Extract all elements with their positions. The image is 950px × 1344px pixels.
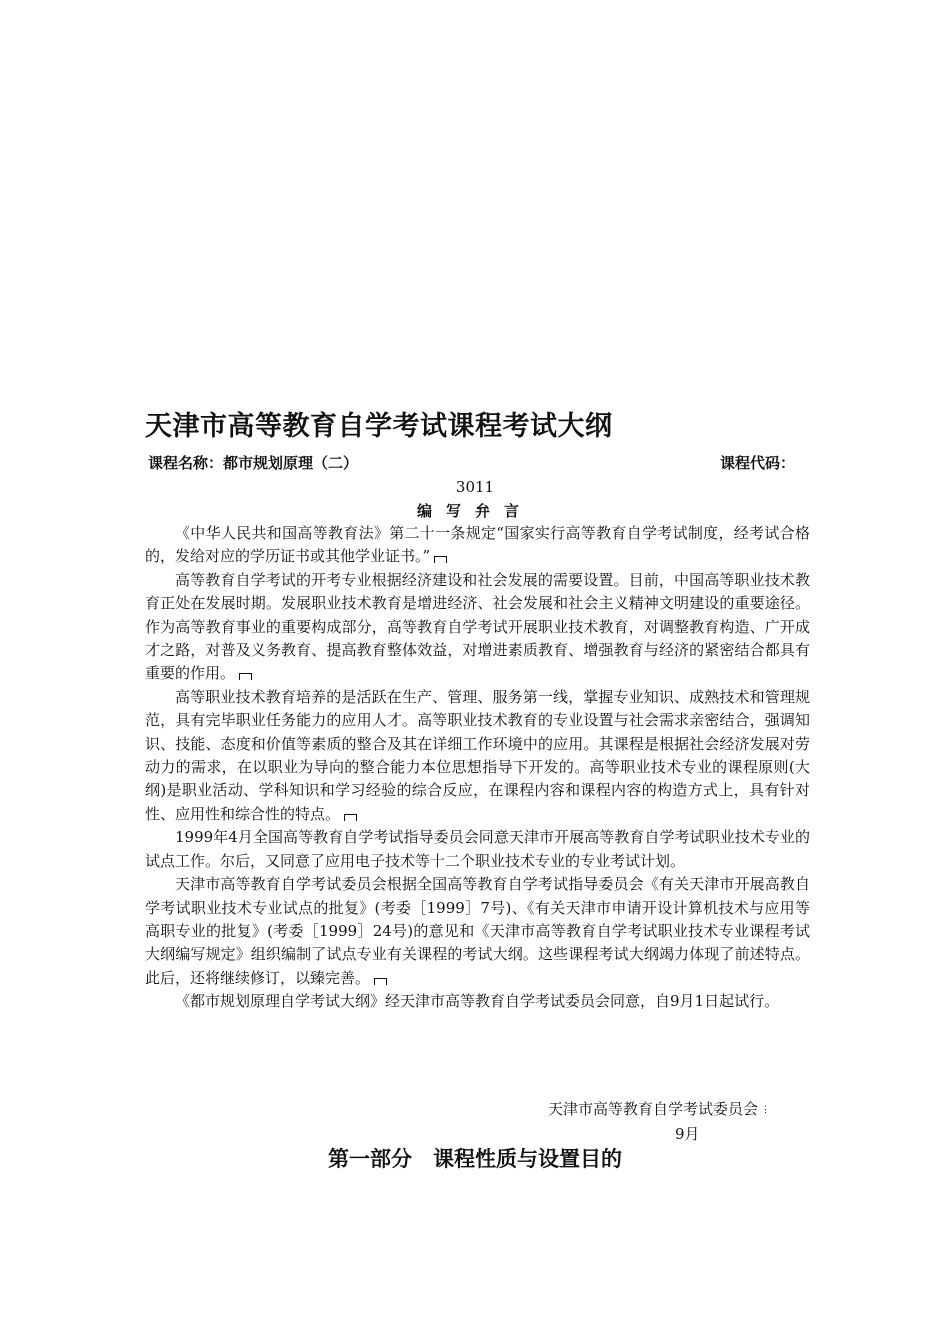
section-heading: 第一部分 课程性质与设置目的 [328, 1147, 622, 1171]
course-name: 课程名称：都市规划原理（二） [148, 454, 359, 472]
paragraph: 高等职业技术教育培养的是活跃在生产、管理、服务第一线，掌握专业知识、成熟技术和管理规范，具有完毕职业任务能力的应用人才。高等职业技术教育的专业设置与社会需求亲密结合，强调知识、技能、态度和价值等素质的整合及其在详细工作环境中的应用。其课程是根据社会经济发展对劳动力的需求，在以职业为导向的整合能力本位思想指导下开发的。高等职业技术专业的课程原则(大纲)是职业活动、学科知识和学习经验的综合反应，在课程内容和课程内容的构造方式上，具有针对性、应用性和综合性的特点。 [145, 687, 810, 823]
paragraph-mark-icon [434, 556, 447, 563]
paragraph: 天津市高等教育自学考试委员会根据全国高等教育自学考试指导委员会《有关天津市开展高教自学考试职业技术专业试点的批复》(考委［1999］7号)、《有关天津市申请开设计算机技术与应用等高职专业的批复》(考委［1999］24号)的意见和《天津市高等教育自学考试职业技术专业课程考试大纲编写规定》组织编制了试点专业有关课程的考试大纲。这些课程考试大纲竭力体现了前述特点。此后，还将继续修订，以臻完善。 [145, 875, 810, 987]
signature: 天津市高等教育自学考试委员会 ⋮ [548, 1100, 771, 1118]
paragraph-mark-icon [374, 978, 387, 985]
paragraph-mark-icon [239, 673, 252, 680]
preface-body [145, 522, 810, 1014]
preface-heading: 编写弁言 [416, 502, 533, 520]
course-code-label: 课程代码： [720, 454, 796, 472]
paragraph: 1999年4月全国高等教育自学考试指导委员会同意天津市开展高等教育自学考试职业技术专业的试点工作。尔后，又同意了应用电子技术等十二个职业技术专业的专业考试计划。 [145, 828, 810, 870]
paragraph: 《中华人民共和国高等教育法》第二十一条规定“国家实行高等教育自学考试制度，经考试合格的，发给对应的学历证书或其他学业证书。” [145, 524, 810, 566]
paragraph: 《都市规划原理自学考试大纲》经天津市高等教育自学考试委员会同意，自9月1日起试行。 [175, 992, 780, 1011]
course-code: 3011 [455, 478, 495, 496]
paragraph-mark-icon [344, 814, 357, 821]
document-title: 天津市高等教育自学考试课程考试大纲 [145, 411, 613, 442]
paragraph: 高等教育自学考试的开考专业根据经济建设和社会发展的需要设置。目前，中国高等职业技术教育正处在发展时期。发展职业技术教育是增进经济、社会发展和社会主义精神文明建设的重要途径。作为高等教育事业的重要构成部分，高等教育自学考试开展职业技术教育，对调整教育构造、广开成才之路，对普及义务教育、提高教育整体效益，对增进素质教育、增强教育与经济的紧密结合都具有重要的作用。 [145, 570, 810, 683]
signature-date: 9月 [675, 1125, 700, 1143]
